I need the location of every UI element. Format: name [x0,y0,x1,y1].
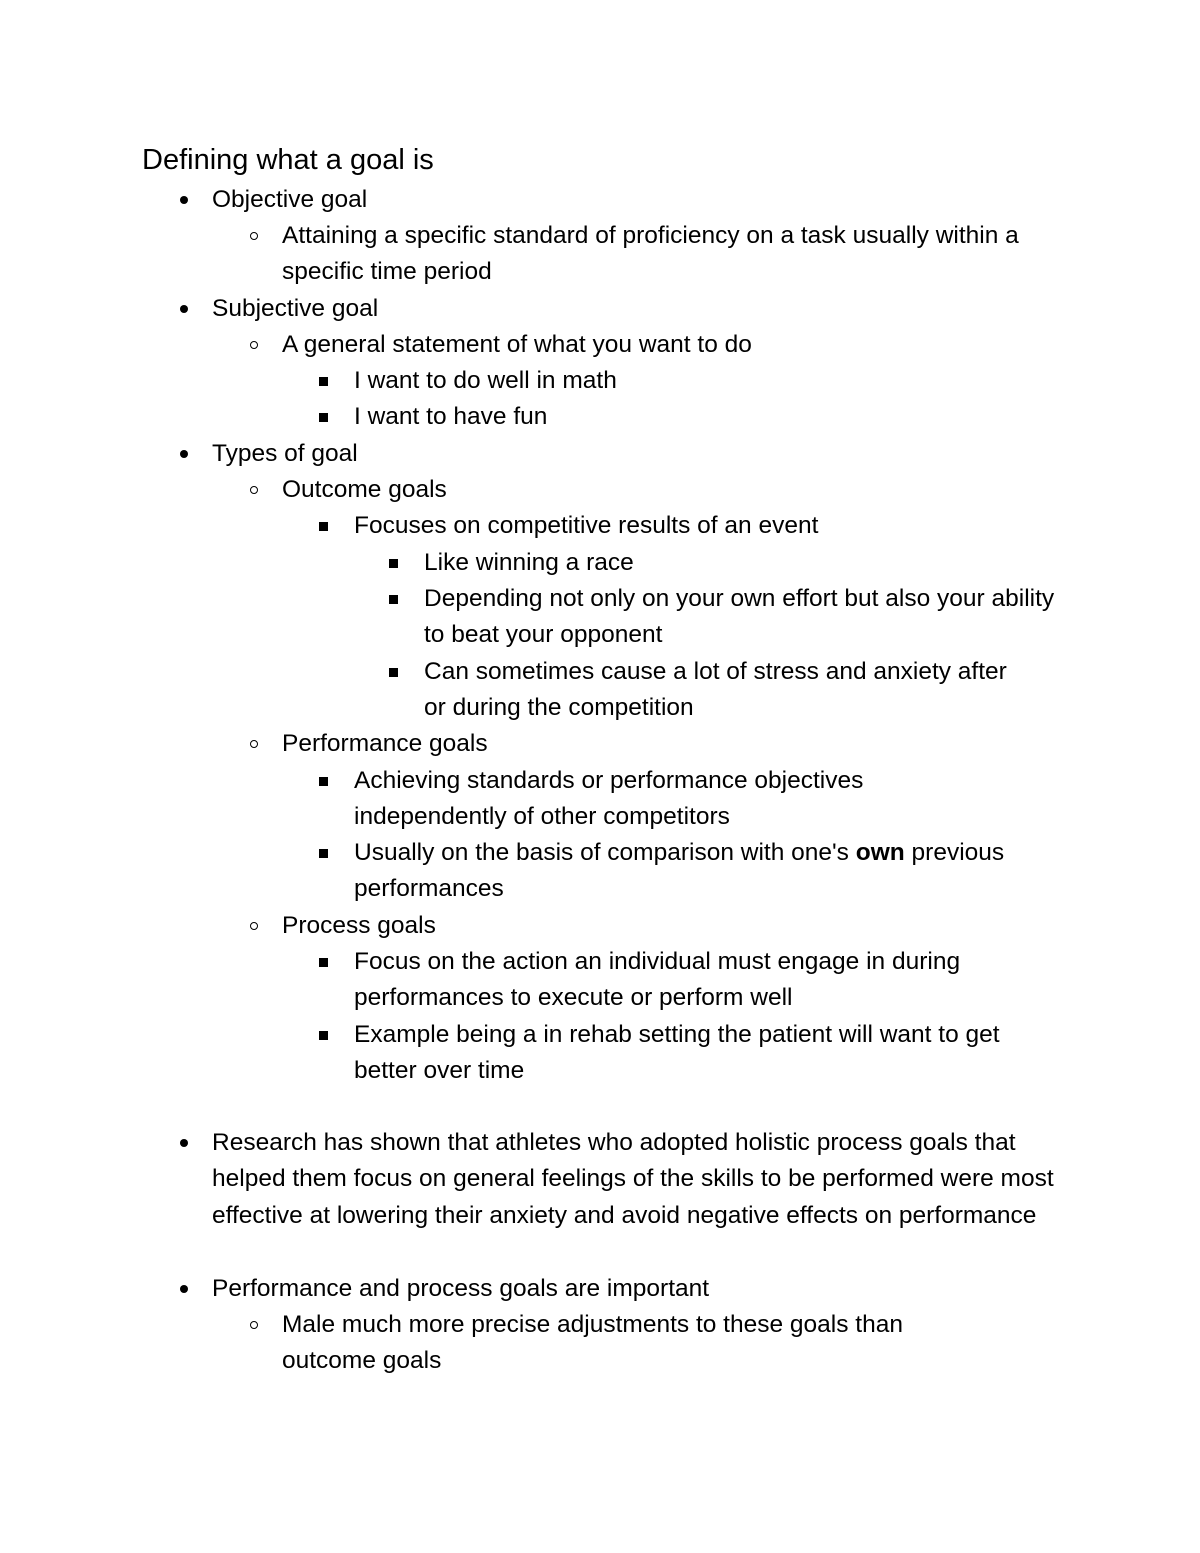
list-item [354,363,1054,399]
list-item [212,291,1072,327]
list-item-text: Research has shown that athletes who adopted holistic process goals that helped them focus on general feelings of the skills to be performed were most effective at lowering their anxiety and avoid negative effects on performance [212,1129,1054,1229]
list-item-text: Male much more precise adjustments to these goals than outcome goals [282,1311,903,1375]
bullet-square-icon [319,849,328,858]
list-item [424,581,1064,654]
bullet-disc-icon [180,196,188,204]
list-item-text: Can sometimes cause a lot of stress and anxiety after or during the competition [424,658,1007,722]
list-item-text: Example being a in rehab setting the patient will want to get better over time [354,1021,1000,1085]
bullet-disc-icon [180,1285,188,1293]
list-item [354,944,1054,1017]
bullet-square-icon [319,413,328,422]
list-item-text: Depending not only on your own effort but also your ability to beat your opponent [424,585,1055,649]
list-item [354,835,1014,908]
bullet-circle-icon [250,486,258,494]
bullet-square-icon [389,559,398,568]
list-item-text: Types of goal [212,440,358,467]
list-item-text: Outcome goals [282,476,447,503]
bullet-circle-icon [250,922,258,930]
bullet-square-icon [319,377,328,386]
list-item-text: Performance goals [282,730,488,757]
list-item [354,399,1054,435]
bullet-circle-icon [250,1321,258,1329]
list-item-text: Focuses on competitive results of an event [354,512,819,539]
bullet-square-icon [389,668,398,677]
list-item-text: Performance and process goals are important [212,1275,710,1302]
bullet-circle-icon [250,341,258,349]
list-item-text: Usually on the basis of comparison with one's [354,839,856,866]
bullet-disc-icon [180,1139,188,1147]
bullet-square-icon [319,522,328,531]
list-item [212,182,1072,218]
list-item [282,327,1042,363]
list-item-text: I want to have fun [354,403,548,430]
list-item-text: Process goals [282,912,436,939]
emphasis-text: own [855,839,905,866]
list-item [354,763,954,836]
list-item [212,1271,1072,1307]
bullet-square-icon [389,595,398,604]
bullet-square-icon [319,958,328,967]
bullet-disc-icon [180,450,188,458]
list-item-text: A general statement of what you want to do [282,331,752,358]
list-item [424,654,1034,727]
bullet-square-icon [319,777,328,786]
list-item-text: Like winning a race [424,549,634,576]
page-title: Defining what a goal is [142,144,434,176]
list-item [282,908,1042,944]
list-item [212,1125,1072,1234]
bullet-disc-icon [180,305,188,313]
list-item-text: Focus on the action an individual must engage in during performances to execute or perform well [354,948,961,1012]
list-item-text: previous performances [354,839,1005,903]
list-item-text: Objective goal [212,186,368,213]
list-item [354,1017,1054,1090]
bullet-circle-icon [250,740,258,748]
list-item [424,545,1064,581]
list-item [282,1307,1002,1380]
list-item [282,218,1042,291]
list-item-text: Attaining a specific standard of proficiency on a task usually within a specific time period [282,222,1019,286]
list-item-text: Subjective goal [212,295,379,322]
bullet-circle-icon [250,232,258,240]
list-item-text: Achieving standards or performance objectives independently of other competitors [354,767,864,831]
bullet-square-icon [319,1031,328,1040]
list-item-text: I want to do well in math [354,367,617,394]
list-item [282,472,1042,508]
list-item [354,508,1054,544]
list-item [212,436,1072,472]
list-item [282,726,1042,762]
